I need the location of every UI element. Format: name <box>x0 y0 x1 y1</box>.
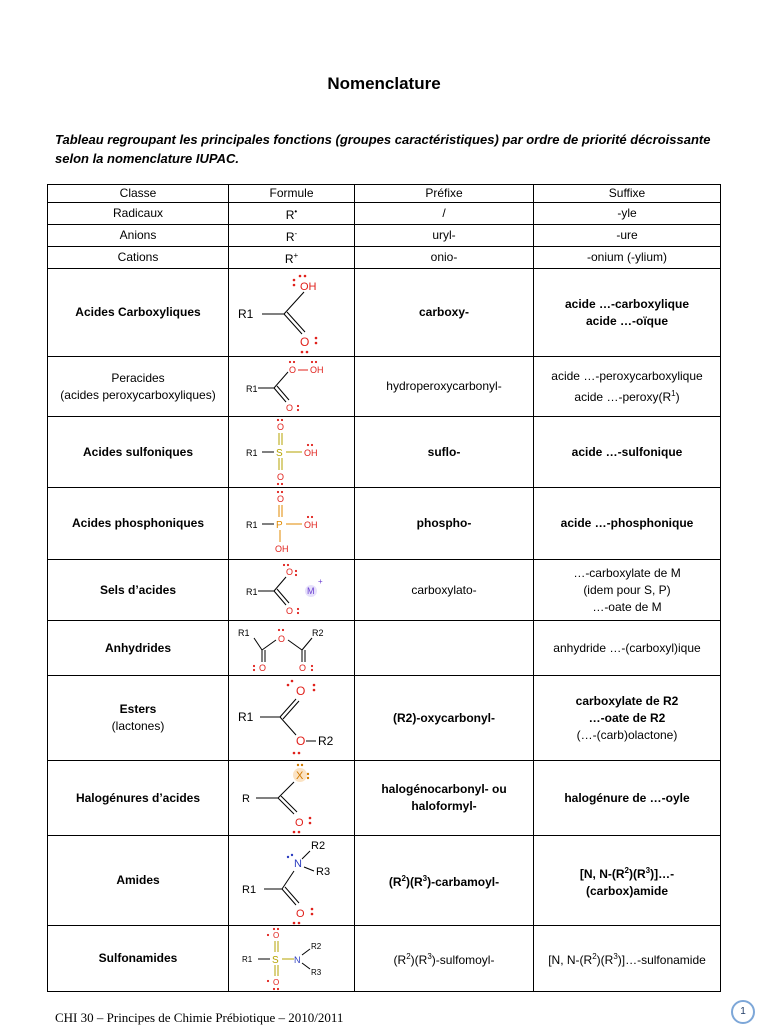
label-o-right: O <box>298 663 306 673</box>
suffixe-line: (idem pour S, P) <box>583 582 671 597</box>
table-row <box>48 357 721 417</box>
table-row <box>48 247 721 269</box>
header-classe: Classe <box>48 185 229 203</box>
cell-classe: Halogénures d’acides <box>48 761 229 836</box>
cell-formule <box>229 488 355 560</box>
header-prefixe: Préfixe <box>355 185 534 203</box>
label-oh: OH <box>303 448 317 458</box>
cell-prefixe: phospho- <box>355 488 534 560</box>
cell-suffixe <box>534 836 721 926</box>
label-o-ether: O <box>295 734 305 748</box>
cell-classe: Amides <box>48 836 229 926</box>
label-r2: R2 <box>311 628 324 638</box>
suffixe-sup: 3 <box>613 952 618 961</box>
label-r1: R1 <box>237 628 250 638</box>
cell-classe: Anhydrides <box>48 621 229 676</box>
cell-suffixe: acide …-phosphonique <box>534 488 721 560</box>
prefixe-line: haloformyl- <box>411 799 477 813</box>
cell-suffixe: acide …-sulfonique <box>534 417 721 488</box>
prefixe-text: )-carbamoyl- <box>427 875 500 889</box>
cell-classe: Anions <box>48 225 229 247</box>
cell-prefixe <box>355 621 534 676</box>
suffixe-sup: 1 <box>671 388 676 398</box>
suffixe-text: [N, N-(R <box>548 953 593 967</box>
sulfonic-acid-structure <box>232 418 352 486</box>
label-r1: R1 <box>237 710 253 724</box>
label-r1: R1 <box>241 954 252 964</box>
suffixe-line: acide …-oïque <box>585 313 668 328</box>
label-r3: R3 <box>315 865 330 878</box>
formula-sup: • <box>294 207 298 216</box>
phosphonic-acid-structure <box>232 490 352 558</box>
cell-suffixe <box>534 357 721 417</box>
label-o-bottom: O <box>285 606 293 616</box>
cell-classe <box>48 676 229 761</box>
cell-prefixe: hydroperoxycarbonyl- <box>355 357 534 417</box>
suffixe-line: acide …-peroxycarboxylique <box>551 368 703 383</box>
prefixe-text: (R <box>388 875 402 889</box>
label-o: O <box>299 334 309 349</box>
page-title: Nomenclature <box>327 74 441 93</box>
label-r3: R3 <box>310 967 321 977</box>
formula-sup: + <box>293 251 299 260</box>
cell-formule <box>229 621 355 676</box>
cell-formule <box>229 926 355 992</box>
sulfonamide-structure <box>232 927 352 991</box>
cell-suffixe <box>534 269 721 357</box>
page-footer: CHI 30 – Principes de Chimie Prébiotique – 2010/2011 <box>55 1010 344 1025</box>
carboxylic-acid-structure <box>232 270 352 356</box>
cell-formule <box>229 676 355 761</box>
label-o-top: O <box>276 493 284 504</box>
label-o-left: O <box>258 663 266 673</box>
table-row <box>48 203 721 225</box>
suffixe-sup: 2 <box>624 865 629 875</box>
prefixe-line: halogénocarbonyl- ou <box>381 782 507 796</box>
label-r1: R1 <box>245 519 258 530</box>
cell-prefixe <box>355 761 534 836</box>
header-formule: Formule <box>229 185 355 203</box>
suffixe-text: )]…-sulfonamide <box>617 953 706 967</box>
cell-classe: Cations <box>48 247 229 269</box>
acid-salt-structure <box>232 561 352 619</box>
label-r1: R1 <box>245 448 258 458</box>
prefixe-text: )-sulfomoyl- <box>431 953 495 967</box>
classe-line: Peracides <box>111 370 165 385</box>
label-x: X <box>295 770 303 782</box>
cell-prefixe: / <box>355 203 534 225</box>
prefixe-text: )(R <box>410 953 428 967</box>
cell-prefixe: carboxylato- <box>355 560 534 621</box>
suffixe-line: …-carboxylate de M <box>573 565 681 580</box>
label-o: O <box>294 817 304 829</box>
cell-formule <box>229 560 355 621</box>
suffixe-line: …-oate de M <box>592 599 662 614</box>
suffixe-line <box>537 862 717 883</box>
table-row <box>48 676 721 761</box>
cell-classe: Sels d’acides <box>48 560 229 621</box>
table-row <box>48 836 721 926</box>
label-s: S <box>275 448 283 459</box>
label-o-bottom: O <box>272 977 279 987</box>
formula-sup: - <box>294 229 298 238</box>
cell-prefixe: carboxy- <box>355 269 534 357</box>
cell-formule <box>229 225 355 247</box>
label-oh-bottom: OH <box>274 543 288 554</box>
label-r2: R2 <box>317 734 333 748</box>
prefixe-text: (R <box>393 953 407 967</box>
cell-formule <box>229 836 355 926</box>
suffixe-line: carboxylate de R2 <box>575 693 679 708</box>
peracid-structure <box>232 358 352 416</box>
cell-classe: Sulfonamides <box>48 926 229 992</box>
label-r: R <box>241 793 250 805</box>
cell-suffixe <box>534 560 721 621</box>
acid-halide-structure <box>232 762 352 834</box>
suffixe-line: (…-(carb)olactone) <box>576 727 678 742</box>
label-o: O <box>295 907 305 920</box>
suffixe-text: )(R <box>628 866 646 881</box>
label-r2: R2 <box>310 941 321 951</box>
classe-line: (lactones) <box>111 719 165 733</box>
suffixe-text: [N, N-(R <box>579 866 625 881</box>
suffixe-sup: 3 <box>645 865 651 875</box>
label-o-bottom: O <box>276 472 284 482</box>
cell-formule <box>229 203 355 225</box>
cell-classe: Acides sulfoniques <box>48 417 229 488</box>
cell-prefixe: uryl- <box>355 225 534 247</box>
cell-classe: Acides phosphoniques <box>48 488 229 560</box>
label-oh: OH <box>299 280 316 293</box>
cell-suffixe: anhydride …-(carboxyl)ique <box>534 621 721 676</box>
prefixe-text: )(R <box>405 875 423 889</box>
label-o-top: O <box>272 930 279 940</box>
cell-classe: Acides Carboxyliques <box>48 269 229 357</box>
label-r1: R1 <box>237 306 253 321</box>
table-row <box>48 417 721 488</box>
label-o-top: O <box>285 567 293 577</box>
anhydride-structure <box>232 622 352 674</box>
cell-prefixe: onio- <box>355 247 534 269</box>
table-row <box>48 926 721 992</box>
label-r1: R1 <box>245 383 258 394</box>
formula-r: R <box>285 208 295 222</box>
cell-suffixe <box>534 676 721 761</box>
cell-suffixe: -yle <box>534 203 721 225</box>
cell-prefixe: (R2)-oxycarbonyl- <box>355 676 534 761</box>
suffixe-line: acide …-carboxylique <box>564 296 690 311</box>
label-oh: OH <box>303 519 317 530</box>
prefixe-sup: 3 <box>427 952 432 961</box>
label-o-carbonyl: O <box>295 684 305 698</box>
cell-formule <box>229 761 355 836</box>
formula-r: R <box>284 252 294 266</box>
cell-suffixe <box>534 926 721 992</box>
cell-suffixe: -onium (-ylium) <box>534 247 721 269</box>
table-row <box>48 269 721 357</box>
classe-line: Esters <box>119 702 157 716</box>
intro-text: Tableau regroupant les principales fonctions (groupes caractéristiques) par ordre de priorité décroissante selon la nomenclature IUPAC. <box>55 132 711 166</box>
suffixe-text: acide …-peroxy(R <box>574 389 672 404</box>
cell-prefixe <box>355 926 534 992</box>
amide-structure <box>232 837 352 925</box>
cell-formule <box>229 417 355 488</box>
classe-line: (acides peroxycarboxyliques) <box>60 387 216 402</box>
label-o: O <box>288 364 296 375</box>
nomenclature-table <box>47 184 721 992</box>
suffixe-text: )(R <box>596 953 614 967</box>
table-row <box>48 225 721 247</box>
suffixe-text: )]…- <box>650 866 675 881</box>
label-r2: R2 <box>310 839 325 852</box>
cell-classe: Radicaux <box>48 203 229 225</box>
prefixe-sup: 2 <box>401 874 406 883</box>
table-row <box>48 621 721 676</box>
cell-formule <box>229 269 355 357</box>
suffixe-line: …-oate de R2 <box>588 710 666 725</box>
formula-r: R <box>285 230 295 244</box>
cell-prefixe: suflo- <box>355 417 534 488</box>
label-n: N <box>293 954 300 965</box>
label-o-double: O <box>285 402 293 413</box>
header-suffixe: Suffixe <box>534 185 721 203</box>
cell-prefixe <box>355 836 534 926</box>
cell-suffixe: halogénure de …-oyle <box>534 761 721 836</box>
label-plus: + <box>317 577 323 586</box>
suffixe-sup: 2 <box>592 952 597 961</box>
ester-structure <box>232 677 352 759</box>
suffixe-line <box>537 385 717 406</box>
label-o-bridge: O <box>277 634 285 644</box>
suffixe-line: (carbox)amide <box>585 883 669 898</box>
prefixe-sup: 3 <box>422 874 428 883</box>
table-row <box>48 560 721 621</box>
label-o-top: O <box>276 422 284 432</box>
label-r1: R1 <box>241 883 256 896</box>
label-n: N <box>293 857 302 870</box>
label-p: P <box>275 519 283 531</box>
label-m: M <box>306 586 314 596</box>
cell-classe <box>48 357 229 417</box>
table-header-row <box>48 185 721 203</box>
cell-formule <box>229 357 355 417</box>
label-s: S <box>271 954 279 966</box>
table-row <box>48 761 721 836</box>
cell-suffixe: -ure <box>534 225 721 247</box>
prefixe-sup: 2 <box>406 952 411 961</box>
label-r1: R1 <box>245 587 258 597</box>
label-oh: OH <box>309 364 323 375</box>
page-number-badge: 1 <box>731 1000 755 1024</box>
suffixe-text: ) <box>675 389 680 404</box>
table-row <box>48 488 721 560</box>
cell-formule <box>229 247 355 269</box>
